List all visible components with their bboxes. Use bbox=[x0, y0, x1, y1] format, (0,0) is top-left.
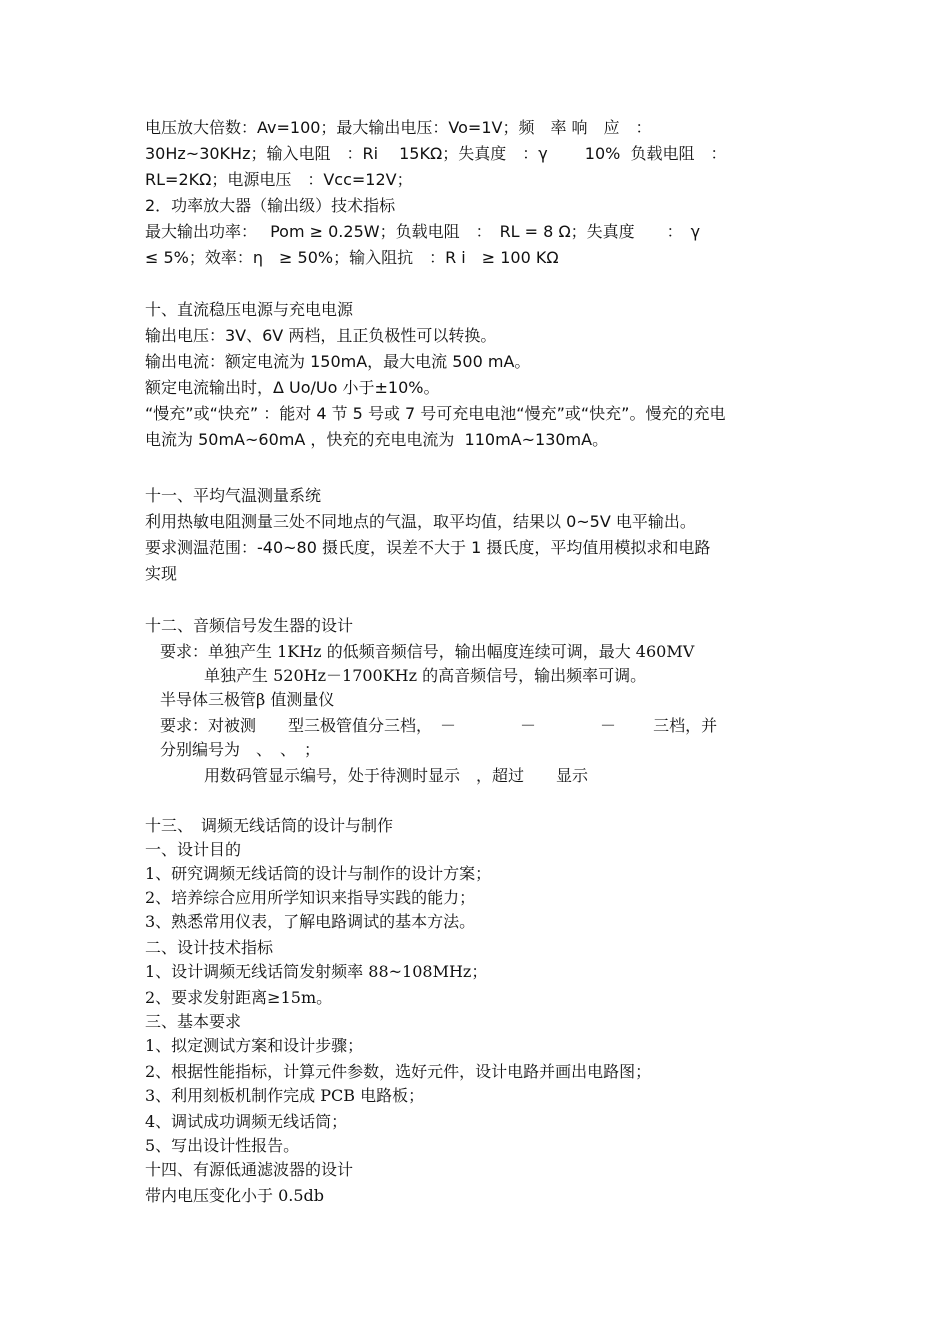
text-line: 要求测温范围：-40~80 摄氏度，误差不大于 1 摄氏度，平均值用模拟求和电路 bbox=[145, 538, 711, 557]
text-line: 实现 bbox=[145, 564, 178, 583]
list-item: 1、设计调频无线话筒发射频率 88~108MHz； bbox=[145, 962, 488, 981]
subsection-heading: 一、设计目的 bbox=[145, 840, 242, 859]
text-line: 利用热敏电阻测量三处不同地点的气温，取平均值，结果以 0~5V 电平输出。 bbox=[145, 512, 696, 531]
list-item: 1、研究调频无线话筒的设计与制作的设计方案； bbox=[145, 864, 492, 883]
text-line: 30Hz~30KHz；输入电阻 ：Ri 15KΩ；失真度 ：γ 10% 负载电阻 ： bbox=[145, 144, 727, 163]
text-line: 电压放大倍数：Av=100；最大输出电压：Vo=1V；频 率 响 应 ： bbox=[145, 118, 652, 137]
text-line: 分别编号为 、 、 ； bbox=[160, 740, 321, 759]
text-line: 最大输出功率： Pom ≥ 0.25W；负载电阻 ： RL = 8 Ω；失真度 ： γ bbox=[145, 222, 701, 241]
section-heading: 十一、平均气温测量系统 bbox=[145, 486, 322, 505]
text-line: “慢充”或“快充” ：能对 4 节 5 号或 7 号可充电电池“慢充”或“快充”。慢充的充电 bbox=[145, 404, 726, 423]
list-item: 2、培养综合应用所学知识来指导实践的能力； bbox=[145, 888, 476, 907]
text-line: 带内电压变化小于 0.5db bbox=[145, 1186, 325, 1205]
section-heading: 十、直流稳压电源与充电电源 bbox=[145, 300, 354, 319]
list-item: 1、拟定测试方案和设计步骤； bbox=[145, 1036, 364, 1055]
text-line: 要求：单独产生 1KHz 的低频音频信号，输出幅度连续可调，最大 460MV bbox=[160, 642, 695, 661]
text-line: ≤ 5%；效率：η ≥ 50%；输入阻抗 ：R i ≥ 100 KΩ bbox=[145, 248, 559, 267]
text-line: 输出电流：额定电流为 150mA，最大电流 500 mA。 bbox=[145, 352, 531, 371]
list-item: 2、要求发射距离≥15m。 bbox=[145, 988, 333, 1007]
text-line: 要求：对被测 型三极管值分三档， － － － 三档，并 bbox=[160, 716, 718, 735]
list-item: 3、熟悉常用仪表，了解电路调试的基本方法。 bbox=[145, 912, 476, 931]
section-heading: 十二、音频信号发生器的设计 bbox=[145, 616, 354, 635]
text-line: 电流为 50mA~60mA ，快充的充电电流为 110mA~130mA。 bbox=[145, 430, 609, 449]
section-heading: 十三、 调频无线话筒的设计与制作 bbox=[145, 816, 394, 835]
list-item: 4、调试成功调频无线话筒； bbox=[145, 1112, 348, 1131]
list-item: 3、利用刻板机制作完成 PCB 电路板； bbox=[145, 1086, 425, 1105]
text-line: 用数码管显示编号，处于待测时显示 ，超过 显示 bbox=[204, 766, 589, 785]
text-line: 半导体三极管β 值测量仪 bbox=[160, 690, 335, 709]
text-line: 单独产生 520Hz－1700KHz 的高音频信号，输出频率可调。 bbox=[204, 666, 647, 685]
text-line: 额定电流输出时，Δ Uo/Uo 小于±10%。 bbox=[145, 378, 440, 397]
subsection-heading: 三、基本要求 bbox=[145, 1012, 242, 1031]
text-line: 输出电压：3V、6V 两档，且正负极性可以转换。 bbox=[145, 326, 497, 345]
list-item: 2、根据性能指标，计算元件参数，选好元件，设计电路并画出电路图； bbox=[145, 1062, 652, 1081]
section-heading: 2．功率放大器（输出级）技术指标 bbox=[145, 196, 396, 215]
section-heading: 十四、有源低通滤波器的设计 bbox=[145, 1160, 354, 1179]
text-line: RL=2KΩ；电源电压 ：Vcc=12V； bbox=[145, 170, 413, 189]
list-item: 5、写出设计性报告。 bbox=[145, 1136, 300, 1155]
subsection-heading: 二、设计技术指标 bbox=[145, 938, 274, 957]
